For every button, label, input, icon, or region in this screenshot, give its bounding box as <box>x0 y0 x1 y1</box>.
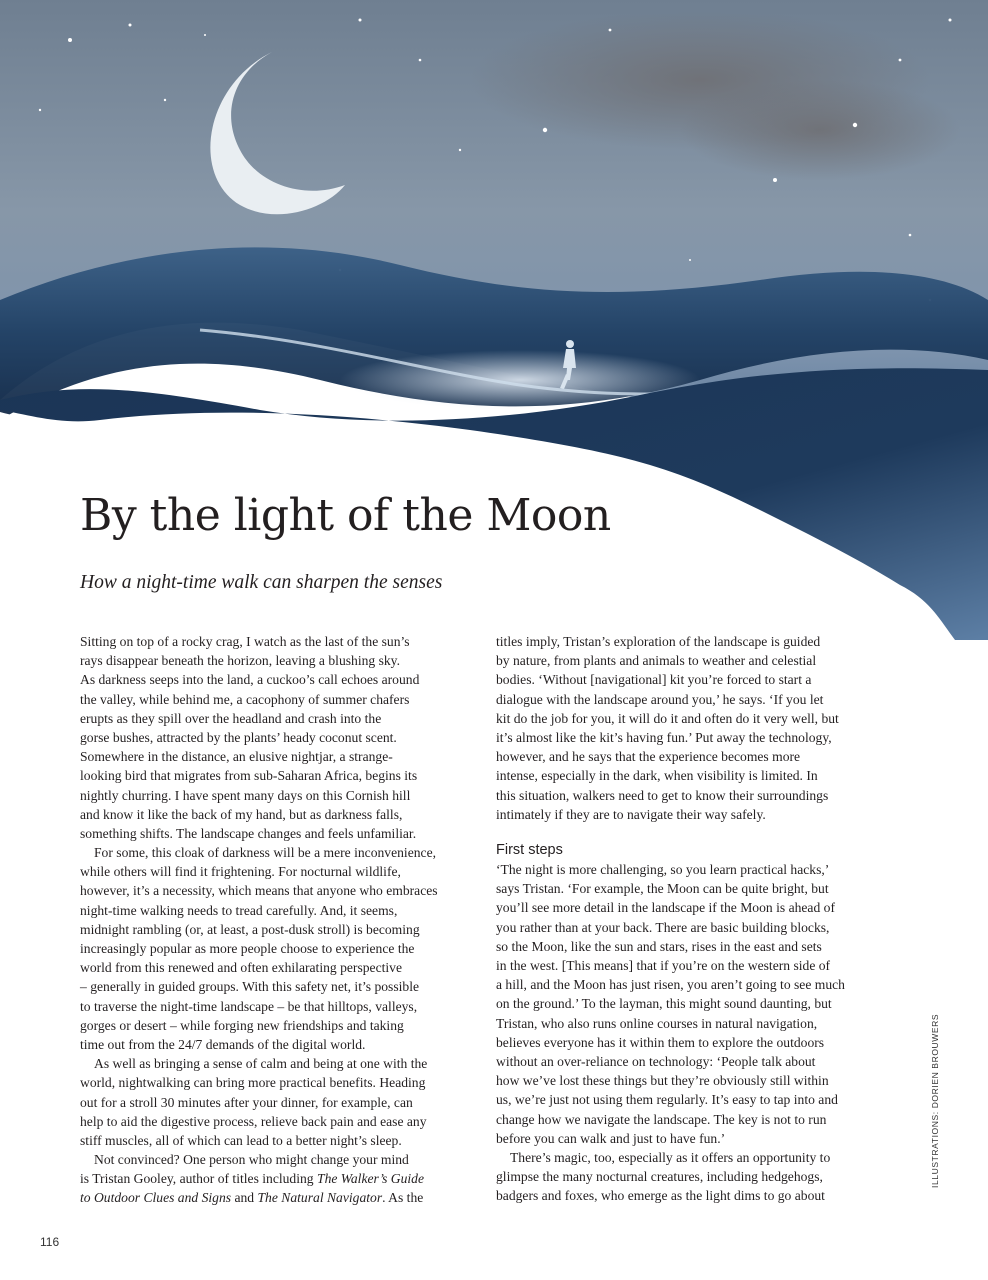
text-line: the valley, while behind me, a cacophony of summer chafers <box>80 691 410 707</box>
text-line: to traverse the night-time landscape – be that hilltops, valleys, <box>80 998 418 1014</box>
text-line: something shifts. The landscape changes and feels unfamiliar. <box>80 825 417 841</box>
text-line: says Tristan. ‘For example, the Moon can be quite bright, but <box>496 881 829 897</box>
text-line: in the west. [This means] that if you’re on the western side of <box>496 958 831 974</box>
text-line: rays disappear beneath the horizon, leaving a blushing sky. <box>80 653 400 669</box>
text-line: to Outdoor Clues and Signs and The Natural Navigator. As the <box>80 1190 424 1206</box>
article-standfirst: How a night-time walk can sharpen the senses <box>80 572 443 593</box>
text-line: increasingly popular as more people choose to experience the <box>80 941 415 956</box>
text-line: midnight rambling (or, at least, a post-dusk stroll) is becoming <box>80 921 420 937</box>
text-line: time out from the 24/7 demands of the digital world. <box>80 1036 366 1052</box>
text-line: believes everyone has it within them to explore the outdoors <box>496 1034 825 1050</box>
text-line: Not convinced? One person who might change your mind <box>94 1152 409 1168</box>
text-line: titles imply, Tristan’s exploration of the landscape is guided <box>496 634 821 649</box>
text-line: night-time walking needs to tread carefully. And, it seems, <box>80 902 398 918</box>
text-line: this situation, walkers need to get to know their surroundings <box>496 787 829 803</box>
text-line: is Tristan Gooley, author of titles including The Walker’s Guide <box>80 1171 424 1187</box>
text-line: out for a stroll 30 minutes after your dinner, for example, can <box>80 1094 413 1110</box>
text-line: you rather than at your back. There are basic building blocks, <box>496 919 830 935</box>
text-line: it’s almost like the kit’s having fun.’ Put away the technology, <box>496 729 832 745</box>
illustration-credit-text: ILLUSTRATIONS: DORIEN BROUWERS <box>930 1013 940 1188</box>
text-line: change how we navigate the landscape. The key is not to run <box>496 1111 827 1127</box>
text-line: however, it’s a necessity, which means that anyone who embraces <box>80 883 438 899</box>
text-line: without an over-reliance on technology: ‘People talk about <box>496 1053 816 1069</box>
text-line: looking bird that migrates from sub-Saharan Africa, begins its <box>80 768 418 784</box>
text-line: kit do the job for you, it will do it and often do it very well, but <box>496 710 839 726</box>
text-line: Tristan, who also runs online courses in natural navigation, <box>496 1015 818 1031</box>
text-line: you’ll see more detail in the landscape if the Moon is ahead of <box>496 900 835 916</box>
body-column-2 <box>496 632 888 1205</box>
text-line: erupts as they spill over the headland and crash into the <box>80 710 382 726</box>
body-column-1 <box>80 632 472 1208</box>
text-line: nightly churring. I have spent many days on this Cornish hill <box>80 787 411 803</box>
text-line: – generally in guided groups. With this safety net, it’s possible <box>80 979 420 995</box>
text-line: however, and he says that the experience becomes more <box>496 749 801 765</box>
page-number: 116 <box>40 1235 60 1249</box>
text-line: world from this renewed and often exhilarating perspective <box>80 960 402 976</box>
text-line: For some, this cloak of darkness will be a mere inconvenience, <box>94 845 437 861</box>
text-line: Sitting on top of a rocky crag, I watch as the last of the sun’s <box>80 634 410 649</box>
text-line: intense, especially in the dark, when visibility is limited. In <box>496 768 818 784</box>
subhead-first-steps: First steps <box>496 841 563 858</box>
text-line: stiff muscles, all of which can lead to a better night’s sleep. <box>80 1132 402 1148</box>
text-line: world, nightwalking can bring more practical benefits. Heading <box>80 1075 426 1091</box>
text-line: how we’ve lost these things but they’re obviously still within <box>496 1073 829 1089</box>
text-line: ‘The night is more challenging, so you learn practical hacks,’ <box>496 862 830 878</box>
text-line: and know it like the back of my hand, but as darkness falls, <box>80 806 403 822</box>
text-line: intimately if they are to navigate their way safely. <box>496 806 766 822</box>
text-line: gorse bushes, attracted by the plants’ heady coconut scent. <box>80 729 397 745</box>
text-line: so the Moon, like the sun and stars, rises in the east and sets <box>496 938 822 954</box>
text-line: before you can walk and just to have fun.’ <box>496 1130 726 1146</box>
text-line: on the ground.’ To the layman, this might sound daunting, but <box>496 996 832 1012</box>
article-title: By the light of the Moon <box>80 490 611 541</box>
text-line: dialogue with the landscape around you,’ he says. ‘If you let <box>496 691 824 707</box>
text-line: As darkness seeps into the land, a cuckoo’s call echoes around <box>80 672 420 688</box>
text-line: As well as bringing a sense of calm and being at one with the <box>94 1056 428 1072</box>
text-line: us, we’re just not using them regularly. It’s easy to tap into and <box>496 1092 838 1108</box>
text-line: by nature, from plants and animals to weather and celestial <box>496 653 817 669</box>
text-line: gorges or desert – while forging new friendships and taking <box>80 1017 404 1033</box>
text-line: bodies. ‘Without [navigational] kit you’re forced to start a <box>496 672 812 688</box>
text-line: while others will find it frightening. For nocturnal wildlife, <box>80 864 401 880</box>
text-line: badgers and foxes, who emerge as the light dims to go about <box>496 1188 825 1204</box>
text-line: Somewhere in the distance, an elusive nightjar, a strange- <box>80 749 393 765</box>
text-line: glimpse the many nocturnal creatures, including hedgehogs, <box>496 1169 823 1185</box>
text-line: There’s magic, too, especially as it offers an opportunity to <box>510 1149 831 1165</box>
cloud <box>680 80 960 180</box>
text-line: help to aid the digestive process, relieve back pain and ease any <box>80 1113 427 1129</box>
text-line: a hill, and the Moon has just risen, you aren’t going to see much <box>496 977 845 993</box>
